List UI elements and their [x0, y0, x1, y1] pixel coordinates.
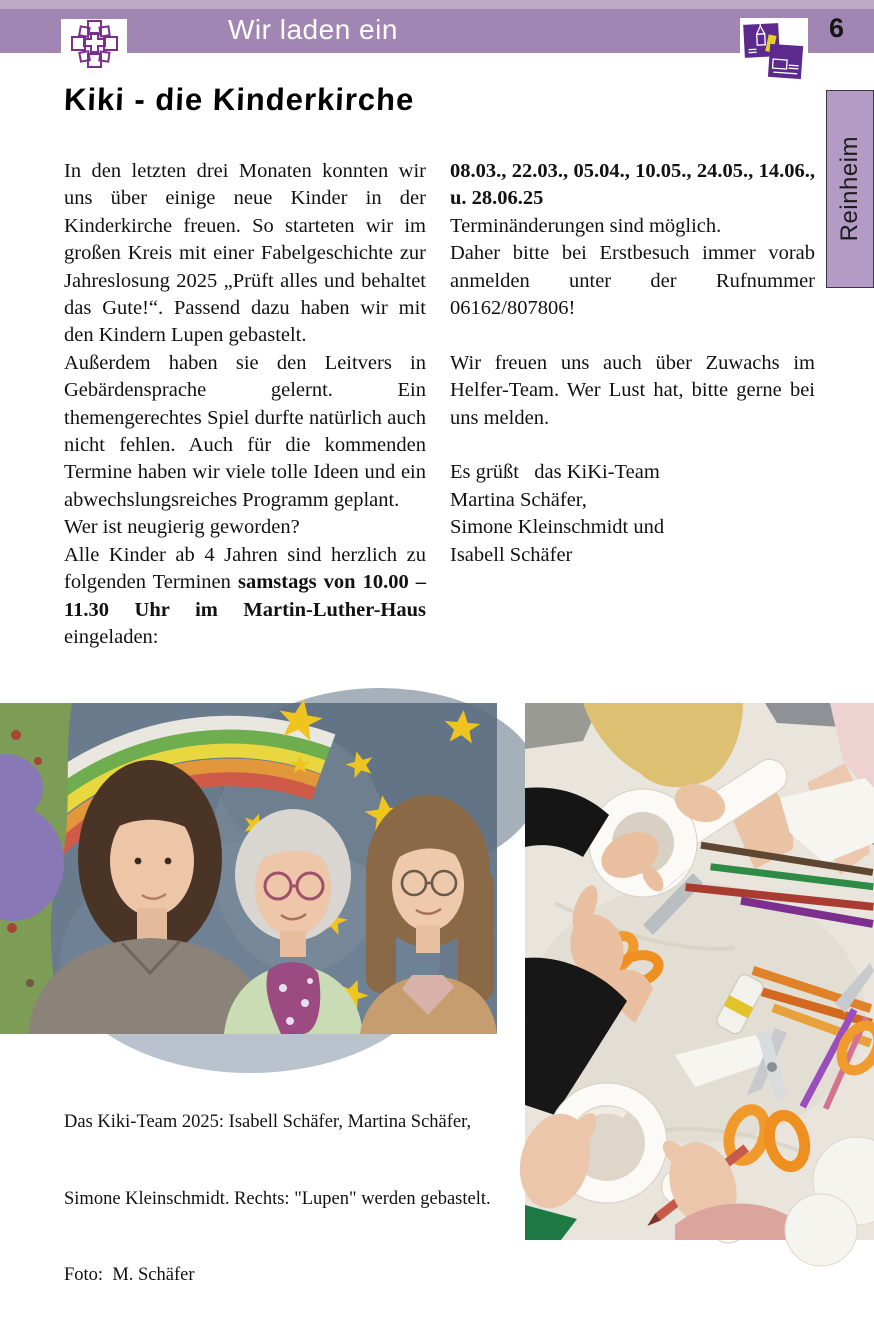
article-title: Kiki - die Kinderkirche: [63, 82, 415, 118]
top-edge-strip: [0, 0, 874, 9]
paragraph: Daher bitte bei Erstbesuch immer vorab anmelden unter der Rufnummer 06162/807806!: [450, 240, 815, 322]
region-tab-reinheim: [826, 90, 874, 288]
signoff-line: Isabell Schäfer: [450, 542, 815, 569]
article-left-column: [64, 158, 426, 651]
kiki-team-photo: [0, 703, 497, 1034]
parish-logo: [61, 19, 127, 71]
text-run: eingeladen:: [64, 626, 158, 648]
signoff-line: Martina Schäfer,: [450, 487, 815, 514]
kiki-team-photo-illustration: [0, 703, 497, 1034]
paragraph: In den letzten drei Monaten konnten wir uns über einige neue Kinder in der Kinderkirche freuen. So starteten wir im großen Kreis mit einer Fabelgeschichte zur Jahreslosung 2025 „Prüft alles und behaltet das Gute!“. Passend dazu haben wir mit den Kindern Lupen gebastelt.: [64, 158, 426, 350]
page-number: 6: [829, 13, 844, 44]
paragraph: [64, 542, 426, 652]
paragraph: Wer ist neugierig geworden?: [64, 514, 426, 541]
caption-line: Das Kiki-Team 2025: Isabell Schäfer, Martina Schäfer,: [64, 1110, 534, 1136]
crafting-photo-illustration: [525, 703, 874, 1240]
photo-caption: [64, 1059, 534, 1340]
paragraph: Außerdem haben sie den Leitvers in Gebärdensprache gelernt. Ein themengerechtes Spiel durfte natürlich auch nicht fehlen. Auch für die kommenden Termine haben wir viele tolle Ideen und ein abwechslungsreiches Programm geplant.: [64, 350, 426, 514]
article-right-column: [450, 158, 815, 569]
paragraph: Terminänderungen sind möglich.: [450, 213, 815, 240]
church-collage-icon: [740, 18, 808, 84]
text-run-bold: samstags von 10.00 – 11.30 Uhr im Martin-Luther-Haus: [64, 571, 426, 620]
caption-line: Simone Kleinschmidt. Rechts: "Lupen" werden gebastelt.: [64, 1187, 534, 1213]
church-collage: [740, 18, 808, 84]
crafting-lupen-photo: [525, 703, 874, 1240]
interlocking-crosses-icon: [61, 19, 127, 71]
signoff-line: Es grüßt das KiKi-Team: [450, 459, 815, 486]
paragraph: Wir freuen uns auch über Zuwachs im Helfer-Team. Wer Lust hat, bitte gerne bei uns melden.: [450, 350, 815, 432]
dates-line: 08.03., 22.03., 05.04., 10.05., 24.05., 14.06., u. 28.06.25: [450, 158, 815, 213]
region-tab-label: Reinheim: [836, 136, 864, 241]
signoff-line: Simone Kleinschmidt und: [450, 514, 815, 541]
header-title: Wir laden ein: [228, 14, 398, 46]
text-run: Alle Kinder ab 4 Jahren sind herzlich zu folgenden Terminen: [64, 544, 426, 593]
caption-line: Foto: M. Schäfer: [64, 1263, 534, 1289]
